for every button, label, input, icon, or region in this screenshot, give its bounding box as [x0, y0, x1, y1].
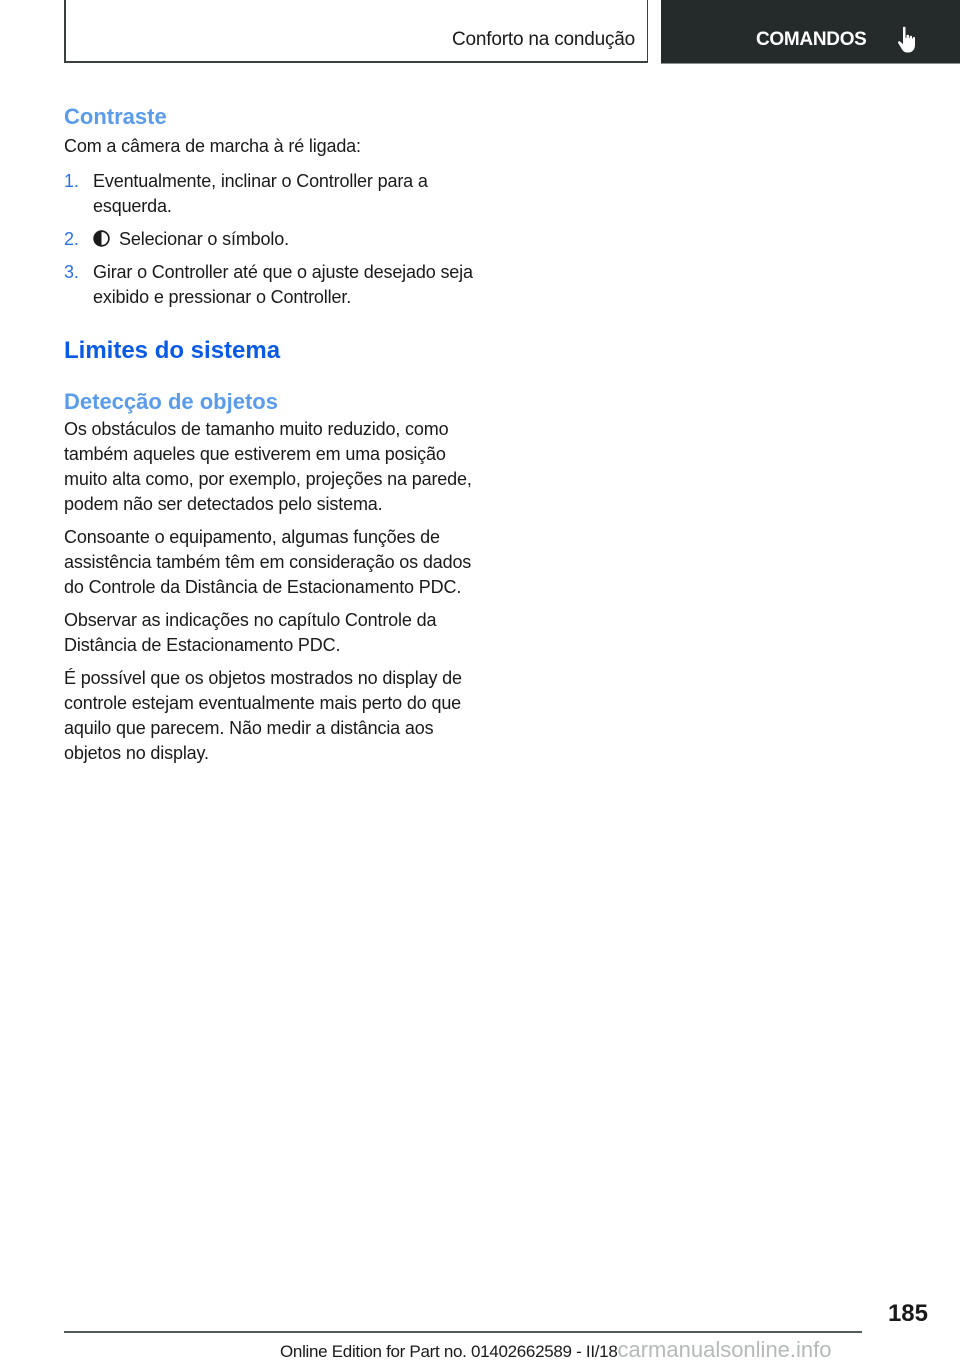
heading-limites-do-sistema: Limites do sistema	[64, 337, 281, 364]
paragraph: É possível que os objetos mostrados no display de controle estejam eventualmente mais perto do que aquilo que parecem. Não medir a distância aos objetos no display.	[64, 668, 462, 763]
step-text: Eventualmente, inclinar o Controller para a esquerda.	[93, 171, 428, 216]
step-2	[64, 227, 484, 252]
footer-divider	[64, 1331, 862, 1333]
intro-text: Com a câmera de marcha à ré ligada:	[64, 136, 361, 156]
step-text: Selecionar o símbolo.	[119, 229, 289, 249]
step-number: 1.	[64, 171, 79, 191]
step-3	[64, 260, 484, 310]
page-number: 185	[887, 1300, 928, 1327]
paragraph: Observar as indicações no capítulo Controle da Distância de Estacionamento PDC.	[64, 610, 437, 655]
section-title: Conforto na condução	[452, 29, 635, 50]
chapter-tab[interactable]	[661, 0, 960, 64]
heading-deteccao-de-objetos: Detecção de objetos	[64, 389, 278, 414]
paragraph: Os obstáculos de tamanho muito reduzido, como também aqueles que estiverem em uma posição muito alta como, por exemplo, projeções na parede, podem não ser detectados pelo sistema.	[64, 419, 472, 514]
step-number: 3.	[64, 262, 79, 282]
section-limites	[64, 334, 484, 368]
step-1	[64, 169, 484, 219]
section-deteccao	[64, 387, 484, 766]
contrast-icon	[93, 230, 110, 247]
chapter-tab-label: COMANDOS	[756, 29, 867, 50]
steps-list	[64, 169, 484, 310]
step-number: 2.	[64, 229, 79, 249]
content-column	[64, 100, 484, 766]
paragraph: Consoante o equipamento, algumas funções de assistência também têm em consideração os dados do Controle da Distância de Estacionamento PDC.	[64, 527, 472, 597]
heading-contraste: Contraste	[64, 104, 167, 129]
section-contraste	[64, 100, 484, 310]
edition-text: Online Edition for Part no. 01402662589 - II/18	[280, 1342, 618, 1361]
footer-edition	[280, 1337, 832, 1363]
watermark: carmanualsonline.info	[617, 1337, 832, 1362]
hand-pointer-icon	[897, 26, 919, 54]
step-text: Girar o Controller até que o ajuste desejado seja exibido e pressionar o Controller.	[93, 262, 473, 307]
section-header	[64, 0, 648, 63]
